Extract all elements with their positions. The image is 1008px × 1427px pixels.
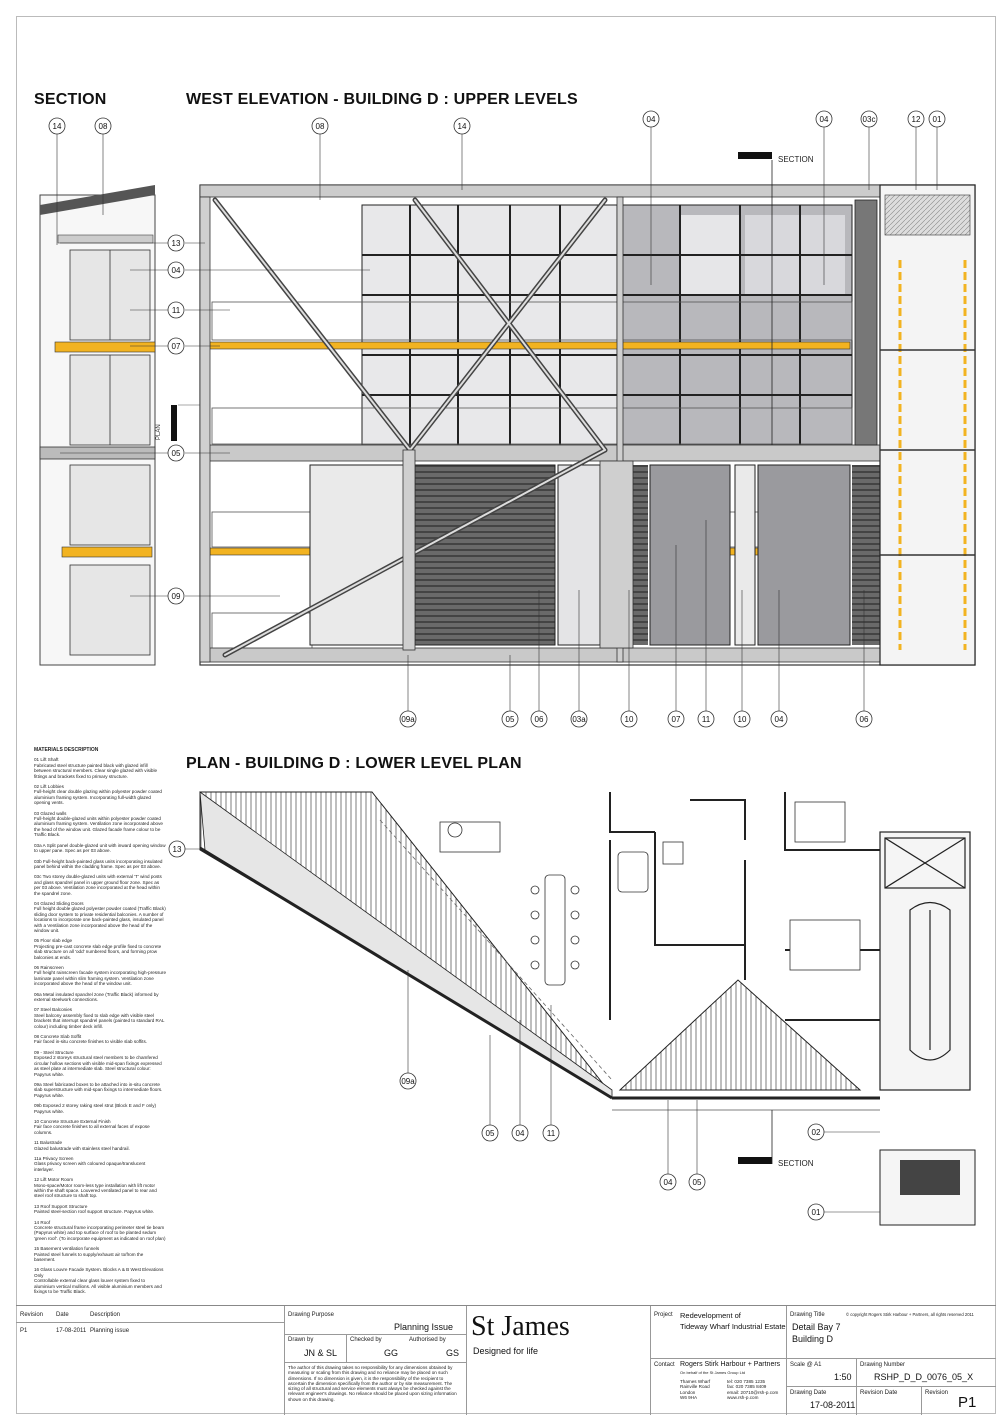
material-item <box>34 1103 166 1114</box>
drawing-date-label: Drawing Date <box>790 1390 827 1396</box>
material-code: 10 Concrete Structure External Finish <box>34 1118 111 1124</box>
material-code: 09a Steel fabricated boxes to be attached into in-situ concrete slab superstructure with mid-span fixings to intermediate floors. Papyrus white. <box>34 1081 163 1098</box>
material-text: Glass privacy screen with coloured opaque/translucent interlayer. <box>34 1161 146 1172</box>
material-item <box>34 1050 166 1077</box>
project-line2: Tideway Wharf Industrial Estate <box>680 1322 786 1331</box>
material-text: Fabricated steel structure painted black with glazed infill between structural members. Clear single glazed with visible fittings and brackets fixed to primary structure. <box>34 762 158 779</box>
material-item <box>34 1119 166 1135</box>
material-item <box>34 965 166 987</box>
material-item <box>34 1140 166 1151</box>
tag-08-elev: 08 <box>315 122 325 131</box>
west-elevation <box>200 152 975 665</box>
material-text: Full height rainscreen facade system incorporating high-pressure laminate panel within slim framing system. Ventilation zone incorporated above the head of the window unit. <box>34 970 167 987</box>
tag-06-bottom-a: 06 <box>534 715 544 724</box>
revision-header: Revision <box>20 1312 44 1318</box>
authorised-by-label: Authorised by <box>409 1337 446 1343</box>
contact-line: fax: 020 7385 8409 <box>727 1384 767 1390</box>
section-marker-label: SECTION <box>778 155 814 164</box>
material-code: 16 Glass Louvre Facade System. Blocks A & B West Elevations Only <box>34 1267 164 1278</box>
material-item <box>34 1220 166 1242</box>
tag-14-top: 14 <box>52 122 62 131</box>
contact-line: email: 20710@rsh-p.com <box>727 1389 779 1395</box>
tag-03a: 03a <box>572 715 586 724</box>
drawn-by-label: Drawn by <box>288 1337 314 1343</box>
tag-10-a: 10 <box>624 715 634 724</box>
rev-row-desc: Planning issue <box>90 1328 130 1334</box>
material-code: 11 Balustrade <box>34 1140 63 1146</box>
material-text: Concrete structural frame incorporating perimeter steel tie beam (Papyrus white) and top surface of roof to be planted sedum 'green roof'. (To incorporate equipment as indicated on roof plan) <box>34 1225 166 1241</box>
material-code: 03c Two storey double-glazed units with external 'T' wind posts and glass spandrel panel in upper ground floor zone. Spec as per 03 above. Ventilation zone incorporated at the head within the spandrel zone. <box>34 874 162 896</box>
material-text: Projecting pre-cast concrete slab edge profile fixed to concrete slab structure on all 'odd' numbered floors, and forming prow balconies at ends. <box>34 943 162 960</box>
drawing-number-label: Drawing Number <box>860 1362 906 1368</box>
material-code: 13 Roof Support Structure <box>34 1203 88 1209</box>
drawing-date: 17-08-2011 <box>810 1400 856 1410</box>
material-text: Controllable external clear glass louver system fixed to aluminium vertical mullions. All visible aluminium members and fixings to be Traffic Black. <box>34 1278 162 1295</box>
plan-tag-04-b: 04 <box>663 1178 673 1187</box>
materials-heading: MATERIALS DESCRIPTION <box>34 747 99 753</box>
material-code: 12 Lift Motor Room <box>34 1177 74 1183</box>
address-block <box>680 1379 710 1401</box>
plan-section-marker-label: SECTION <box>778 1159 814 1168</box>
material-code: 03 Glazed walls <box>34 810 67 816</box>
brand-logo: St James <box>471 1311 570 1342</box>
material-item <box>34 859 166 870</box>
tag-01-top: 01 <box>932 115 942 124</box>
material-item <box>34 1204 166 1215</box>
material-item <box>34 874 166 896</box>
address-line: London <box>680 1389 696 1395</box>
description-header: Description <box>90 1312 121 1318</box>
title-block <box>16 1305 996 1415</box>
material-text: Full height double glazed polyester powder coated (Traffic Black) sliding door system to private residential balconies. A number of locations to incorporate one back-painted glass, insulated panel with a Ventilation zone incorporated above the head of the window unit. <box>34 906 166 933</box>
architect-sub: On behalf of the St James Group Ltd <box>680 1370 746 1375</box>
plan-tag-04-a: 04 <box>515 1129 525 1138</box>
west-elevation-title: WEST ELEVATION - BUILDING D : UPPER LEVELS <box>186 91 578 108</box>
material-text: Full-height clear double glazing within polyester powder coated aluminium framing system. Incorporating full-width glazed opening vents. <box>34 789 162 806</box>
material-code: 15 Basement ventilation funnels <box>34 1246 100 1252</box>
material-code: 06a Metal insulated spandrel zone (Traffic Black) informed by external steelwork connections. <box>34 991 159 1003</box>
material-text: Exposed 2 storeys structural steel members to be chamfered circular hollow sections with visible mid-span fixings expressed as steel plate at intermediate slab. Steel structural colour: Papyrus white. <box>34 1055 162 1077</box>
plan-tag-05-a: 05 <box>485 1129 495 1138</box>
date-header: Date <box>56 1312 69 1318</box>
plan-tag-05-b: 05 <box>692 1178 702 1187</box>
tag-06-bottom-b: 06 <box>859 715 869 724</box>
plan-tag-02: 02 <box>811 1128 821 1137</box>
rev-row-rev: P1 <box>20 1328 28 1334</box>
section-title: SECTION <box>34 91 107 108</box>
material-item <box>34 757 166 779</box>
rev-row-date: 17-08-2011 <box>56 1328 87 1334</box>
material-item <box>34 1246 166 1262</box>
material-text: Glazed balustrade with stainless steel handrail. <box>34 1145 130 1151</box>
plan-side-label: PLAN <box>156 424 162 440</box>
material-item <box>34 1267 166 1294</box>
tag-04-side: 04 <box>171 266 181 275</box>
drawn-by: JN & SL <box>304 1348 338 1358</box>
material-code: 05 Floor slab edge <box>34 938 73 944</box>
plan-tag-09a: 09a <box>401 1077 415 1086</box>
material-code: 09b Exposed 2 storey raking steel strut (Block E and F only) Papyrus white. <box>34 1103 157 1114</box>
tag-07-bottom: 07 <box>671 715 681 724</box>
material-item <box>34 811 166 838</box>
material-item <box>34 1082 166 1098</box>
material-text: Painted steel-section roof support structure. Papyrus white. <box>34 1209 155 1215</box>
materials-description <box>34 748 166 1300</box>
material-item <box>34 1156 166 1172</box>
material-item <box>34 843 166 854</box>
material-text: Full-height double-glazed units within polyester powder coated aluminium framing system. Ventilation zone incorporated above the head of the window unit. Glazed facade frame colour to be Traffic Black. <box>34 816 163 838</box>
contact-line: tel: 020 7385 1235 <box>727 1379 766 1384</box>
material-item <box>34 784 166 806</box>
tag-04-bottom: 04 <box>774 715 784 724</box>
material-item <box>34 1007 166 1029</box>
address-line: Rainville Road <box>680 1384 710 1390</box>
material-code: 11a Privacy Screen <box>34 1155 74 1161</box>
material-item <box>34 1177 166 1199</box>
plan-tag-13: 13 <box>172 845 182 854</box>
tag-05-side: 05 <box>171 449 181 458</box>
plan-title: PLAN - BUILDING D : LOWER LEVEL PLAN <box>186 755 522 772</box>
authorised-by: GS <box>446 1348 460 1358</box>
copyright: © copyright Rogers Stirk Harbour + Partners, all rights reserved 2011 <box>846 1312 974 1317</box>
project-label: Project <box>654 1312 673 1318</box>
tag-04-elev-a: 04 <box>646 115 656 124</box>
plan-tag-11: 11 <box>546 1129 556 1138</box>
material-text: Mono-space/Motor room-less type installation with lift motor within the shaft space. Louvered ventilated panel to rear and steel roof structure to shaft top. <box>34 1182 157 1199</box>
brand-tagline: Designed for life <box>473 1346 539 1356</box>
drawing-title-1: Detail Bay 7 <box>792 1322 841 1332</box>
tag-04-elev-b: 04 <box>819 115 829 124</box>
material-code: 09 - Steel Structure <box>34 1049 74 1055</box>
material-text: Fair faced in-situ concrete finishes to visible slab soffits. <box>34 1039 148 1045</box>
material-code: 03b Full-height back-painted glass units incorporating insulated panel behind within the cladding frame. Spec as per 03 above. <box>34 858 163 869</box>
address-line: Thames Wharf <box>680 1379 711 1384</box>
material-code: 03a A Split panel double-glazed unit with inward opening window to upper pane. Spec as per 03 above. <box>34 842 166 854</box>
tag-10-b: 10 <box>737 715 747 724</box>
drawing-purpose: Planning Issue <box>394 1322 454 1332</box>
tag-09a: 09a <box>401 715 415 724</box>
revision-date-label: Revision Date <box>860 1390 898 1396</box>
drawing-number: RSHP_D_D_0076_05_X <box>874 1372 974 1382</box>
tag-12: 12 <box>911 115 921 124</box>
checked-by-label: Checked by <box>350 1337 382 1343</box>
phone-block <box>727 1379 778 1401</box>
tag-08-top: 08 <box>98 122 108 131</box>
tag-11-bottom: 11 <box>701 715 711 724</box>
material-code: 01 Lift Shaft <box>34 757 59 763</box>
revision-value: P1 <box>958 1394 977 1411</box>
scale-value: 1:50 <box>834 1372 852 1382</box>
disclaimer: The author of this drawing takes no responsibility for any dimensions obtained by measuring or scaling from this drawing and no reliance may be placed on such dimensions. If no dimension is given, it is the responsibility of the recipient to ascertain the dimension specifically from the author or by site measurement. The sizing of all structural and service elements must always be checked against the relevant engineer's drawings. No reliance should be placed upon sizing information shown on this drawing. <box>288 1365 457 1402</box>
tag-07-side: 07 <box>171 342 181 351</box>
address-line: W6 9HA <box>680 1395 698 1401</box>
tag-03c: 03c <box>862 115 876 124</box>
material-item <box>34 901 166 933</box>
material-text: Steel balcony assembly fixed to slab edge with visible steel brackets that interrupt spandrel panels (painted to standard RAL colour) including timber deck infill. <box>34 1012 165 1029</box>
tag-05-bottom: 05 <box>505 715 515 724</box>
tag-13: 13 <box>171 239 181 248</box>
material-text: Fair face concrete finishes to all external faces of expose columns. <box>34 1124 150 1135</box>
tag-14-elev: 14 <box>457 122 467 131</box>
material-code: 06 Rainscreen <box>34 965 64 970</box>
material-text: Painted steel funnels to supply/exhaust air to/from the basement. <box>34 1251 144 1263</box>
tag-09-side: 09 <box>171 592 181 601</box>
contact-line: www.rsh-p.com <box>727 1395 759 1401</box>
contact-label: Contact <box>654 1362 675 1368</box>
material-item <box>34 938 166 960</box>
material-code: 08 Concrete Slab Soffit <box>34 1034 82 1040</box>
material-item <box>34 1034 166 1045</box>
material-item <box>34 992 166 1003</box>
material-code: 07 Steel Balconies <box>34 1007 73 1013</box>
material-code: 14 Roof <box>34 1219 51 1225</box>
revision-label: Revision <box>925 1390 949 1396</box>
tag-11-side: 11 <box>171 306 181 315</box>
project-line1: Redevelopment of <box>680 1311 741 1320</box>
checked-by: GG <box>384 1348 399 1358</box>
scale-label: Scale @ A1 <box>790 1362 822 1368</box>
material-code: 02 Lift Lobbies <box>34 784 64 790</box>
drawing-title-label: Drawing Title <box>790 1312 825 1318</box>
drawing-title-2: Building D <box>792 1334 834 1344</box>
material-code: 04 Glazed Sliding Doors <box>34 900 84 906</box>
drawing-purpose-label: Drawing Purpose <box>288 1312 335 1318</box>
plan-tag-01: 01 <box>811 1208 821 1217</box>
architect-name: Rogers Stirk Harbour + Partners <box>680 1361 781 1368</box>
